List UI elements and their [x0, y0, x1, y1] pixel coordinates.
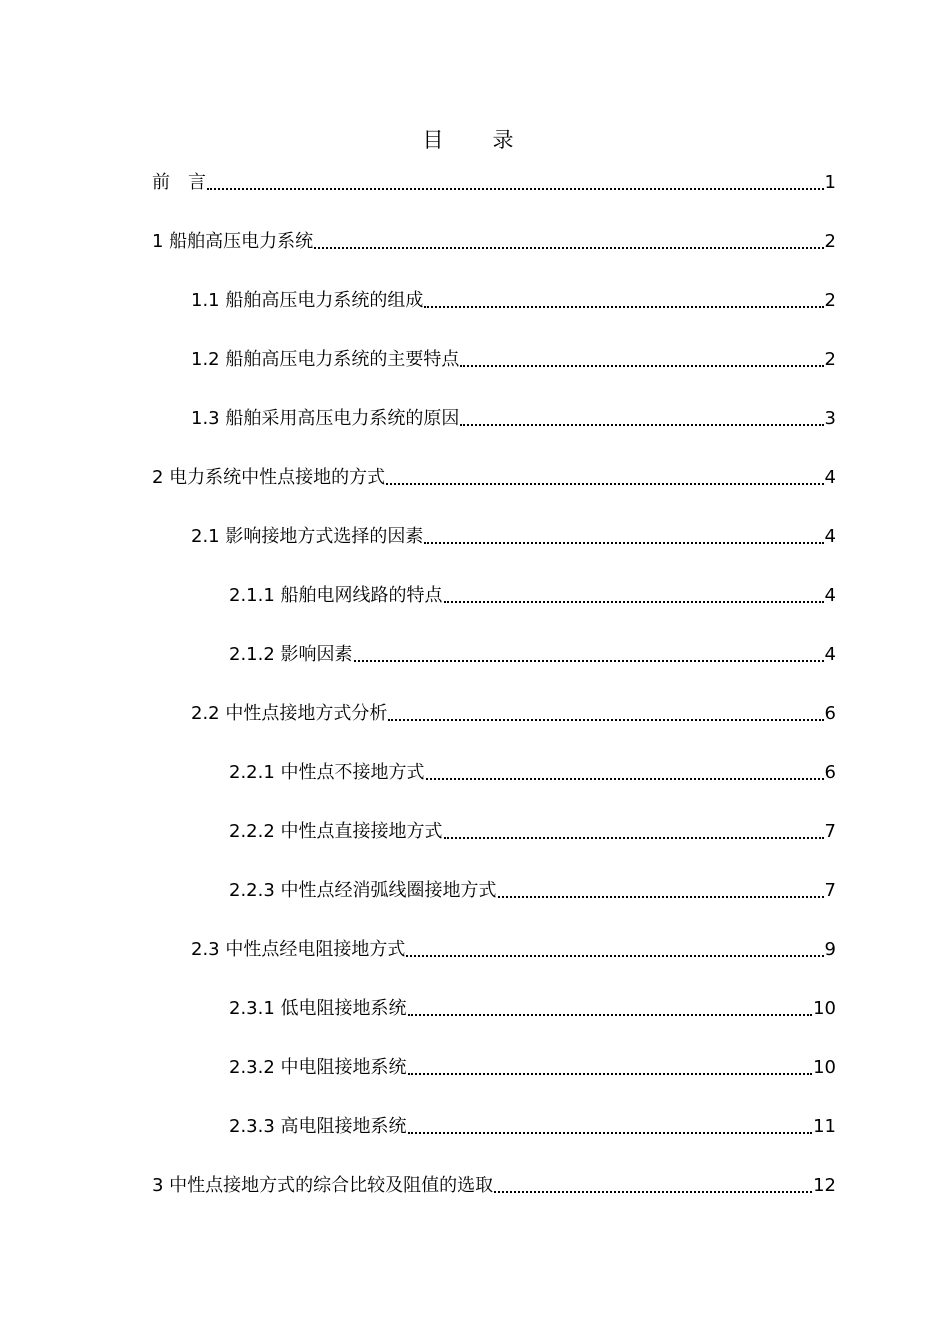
toc-entry-section-1-3[interactable]	[191, 402, 836, 432]
toc-entry-section-2-2-1[interactable]	[229, 756, 836, 786]
toc-entry-label: 1.1 船舶高压电力系统的组成	[191, 290, 424, 311]
dot-leader	[424, 306, 823, 308]
toc-entry-preface[interactable]	[152, 166, 836, 196]
toc-entry-section-1-1[interactable]	[191, 284, 836, 314]
toc-page-number: 2	[824, 231, 836, 252]
toc-entry-label: 2.3.3 高电阻接地系统	[229, 1116, 407, 1137]
toc-entry-chapter-1[interactable]	[152, 225, 836, 255]
toc-entry-label: 2.2.2 中性点直接接地方式	[229, 821, 443, 842]
toc-page-number: 11	[813, 1116, 836, 1137]
toc-entry-label: 2.2.1 中性点不接地方式	[229, 762, 425, 783]
toc-entry-section-2-2[interactable]	[191, 697, 836, 727]
toc-entry-section-2-2-2[interactable]	[229, 815, 836, 845]
dot-leader	[408, 1073, 813, 1075]
toc-entry-label: 2.1.2 影响因素	[229, 644, 353, 665]
toc-entry-label: 2.2.3 中性点经消弧线圈接地方式	[229, 880, 497, 901]
toc-page-number: 4	[824, 585, 836, 606]
toc-page-number: 7	[824, 880, 836, 901]
toc-page-number: 2	[824, 349, 836, 370]
dot-leader	[354, 660, 824, 662]
toc-entry-label: 1 船舶高压电力系统	[152, 231, 314, 252]
toc-page-number: 3	[824, 408, 836, 429]
toc-page-number: 1	[824, 172, 836, 193]
toc-entry-section-2-3-1[interactable]	[229, 992, 836, 1022]
toc-entry-label: 1.3 船舶采用高压电力系统的原因	[191, 408, 460, 429]
toc-page-number: 4	[824, 467, 836, 488]
toc-entry-label: 2.2 中性点接地方式分析	[191, 703, 388, 724]
dot-leader	[498, 896, 824, 898]
dot-leader	[460, 365, 823, 367]
toc-entry-section-2-1-1[interactable]	[229, 579, 836, 609]
dot-leader	[408, 1014, 813, 1016]
toc-entry-section-2-3-2[interactable]	[229, 1051, 836, 1081]
toc-page-number: 6	[824, 762, 836, 783]
toc-entry-section-2-2-3[interactable]	[229, 874, 836, 904]
dot-leader	[444, 837, 824, 839]
toc-entry-section-2-3[interactable]	[191, 933, 836, 963]
toc-entry-label: 2 电力系统中性点接地的方式	[152, 467, 386, 488]
toc-entry-section-1-2[interactable]	[191, 343, 836, 373]
toc-entry-section-2-1[interactable]	[191, 520, 836, 550]
dot-leader	[408, 1132, 813, 1134]
dot-leader	[460, 424, 823, 426]
dot-leader	[207, 188, 824, 190]
dot-leader	[314, 247, 823, 249]
toc-entry-section-2-3-3[interactable]	[229, 1110, 836, 1140]
toc-entry-label: 3 中性点接地方式的综合比较及阻值的选取	[152, 1175, 494, 1196]
toc-entry-label: 2.1.1 船舶电网线路的特点	[229, 585, 443, 606]
toc-entry-label: 2.3.2 中电阻接地系统	[229, 1057, 407, 1078]
toc-entry-label: 2.3.1 低电阻接地系统	[229, 998, 407, 1019]
dot-leader	[426, 778, 824, 780]
toc-entry-section-2-1-2[interactable]	[229, 638, 836, 668]
toc-page-number: 4	[824, 644, 836, 665]
toc-page-number: 4	[824, 526, 836, 547]
dot-leader	[388, 719, 823, 721]
toc-entry-label: 2.1 影响接地方式选择的因素	[191, 526, 424, 547]
dot-leader	[406, 955, 823, 957]
toc-entry-label: 2.3 中性点经电阻接地方式	[191, 939, 406, 960]
toc-page-number: 9	[824, 939, 836, 960]
toc-entry-chapter-2[interactable]	[152, 461, 836, 491]
toc-page-number: 12	[813, 1175, 836, 1196]
toc-title: 目 录	[422, 128, 528, 152]
toc-page-number: 10	[813, 1057, 836, 1078]
toc-entry-chapter-3[interactable]	[152, 1169, 836, 1199]
toc-entry-label: 前 言	[152, 172, 206, 193]
toc-page-number: 6	[824, 703, 836, 724]
toc-page-number: 7	[824, 821, 836, 842]
dot-leader	[424, 542, 823, 544]
dot-leader	[444, 601, 824, 603]
toc-entry-label: 1.2 船舶高压电力系统的主要特点	[191, 349, 460, 370]
dot-leader	[494, 1191, 812, 1193]
toc-page-number: 2	[824, 290, 836, 311]
dot-leader	[386, 483, 823, 485]
toc-page-number: 10	[813, 998, 836, 1019]
